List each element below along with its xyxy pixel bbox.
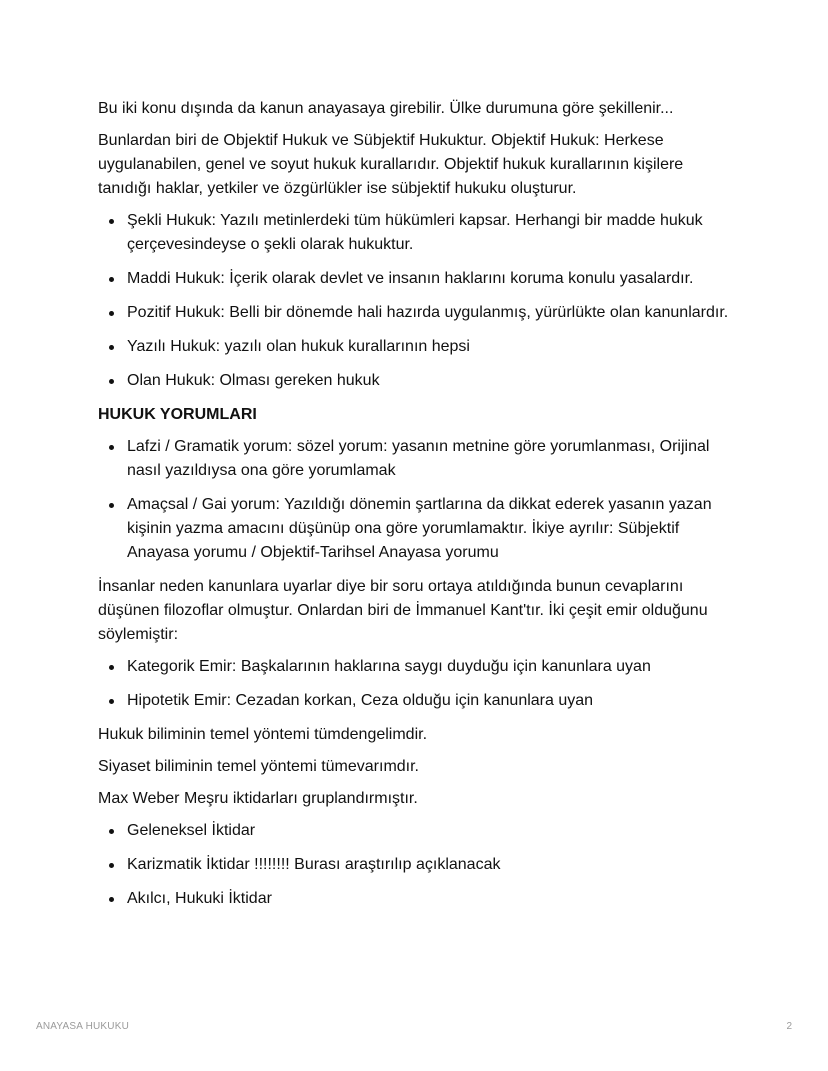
paragraph: Hukuk biliminin temel yöntemi tümdengelimdir. [98, 726, 428, 743]
bullet-list-emirler [98, 655, 738, 713]
list-item: Amaçsal / Gai yorum: Yazıldığı dönemin şartlarına da dikkat ederek yasanın yazan kişinin yazma amacını düşünüp ona göre yorumlamaktır. İkiye ayrılır: Sübjektif Anayasa yorumu / Objektif-Tarihsel Anayasa yorumu [98, 493, 738, 565]
paragraph: İnsanlar neden kanunlara uyarlar diye bir soru ortaya atıldığında bunun cevaplarını düşünen filozoflar olmuştur. Onlardan biri de İmmanuel Kant'tır. İki çeşit emir olduğunu söylemiştir: [98, 578, 708, 643]
list-item: Yazılı Hukuk: yazılı olan hukuk kurallarının hepsi [98, 335, 738, 359]
list-item: Hipotetik Emir: Cezadan korkan, Ceza olduğu için kanunlara uyan [98, 689, 738, 713]
list-item: Akılcı, Hukuki İktidar [98, 887, 738, 911]
list-item: Pozitif Hukuk: Belli bir dönemde hali hazırda uygulanmış, yürürlükte olan kanunlardır. [98, 301, 738, 325]
bullet-list-hukuk-turleri [98, 209, 738, 393]
list-item: Geleneksel İktidar [98, 819, 738, 843]
document-body [98, 97, 738, 921]
section-heading: HUKUK YORUMLARI [98, 406, 257, 423]
bullet-list-yorumlar [98, 435, 738, 565]
list-item: Kategorik Emir: Başkalarının haklarına saygı duyduğu için kanunlara uyan [98, 655, 738, 679]
bullet-list-iktidarlar [98, 819, 738, 911]
list-item: Karizmatik İktidar !!!!!!!! Burası araştırılıp açıklanacak [98, 853, 738, 877]
paragraph: Bunlardan biri de Objektif Hukuk ve Sübjektif Hukuktur. Objektif Hukuk: Herkese uygulanabilen, genel ve soyut hukuk kurallarıdır. Objektif hukuk kurallarının kişilere tanıdığı haklar, yetkiler ve özgürlükler ise sübjektif hukuku oluşturur. [98, 132, 684, 197]
list-item: Şekli Hukuk: Yazılı metinlerdeki tüm hükümleri kapsar. Herhangi bir madde hukuk çerçevesindeyse o şekli olarak hukuktur. [98, 209, 738, 257]
list-item: Olan Hukuk: Olması gereken hukuk [98, 369, 738, 393]
list-item: Lafzi / Gramatik yorum: sözel yorum: yasanın metnine göre yorumlanması, Orijinal nasıl yazıldıysa ona göre yorumlamak [98, 435, 738, 483]
paragraph: Max Weber Meşru iktidarları gruplandırmıştır. [98, 790, 418, 807]
list-item: Maddi Hukuk: İçerik olarak devlet ve insanın haklarını koruma konulu yasalardır. [98, 267, 738, 291]
footer-document-title: ANAYASA HUKUKU [36, 1021, 130, 1032]
paragraph: Bu iki konu dışında da kanun anayasaya girebilir. Ülke durumuna göre şekillenir... [98, 100, 674, 117]
paragraph: Siyaset biliminin temel yöntemi tümevarımdır. [98, 758, 419, 775]
footer-page-number: 2 [786, 1021, 792, 1032]
